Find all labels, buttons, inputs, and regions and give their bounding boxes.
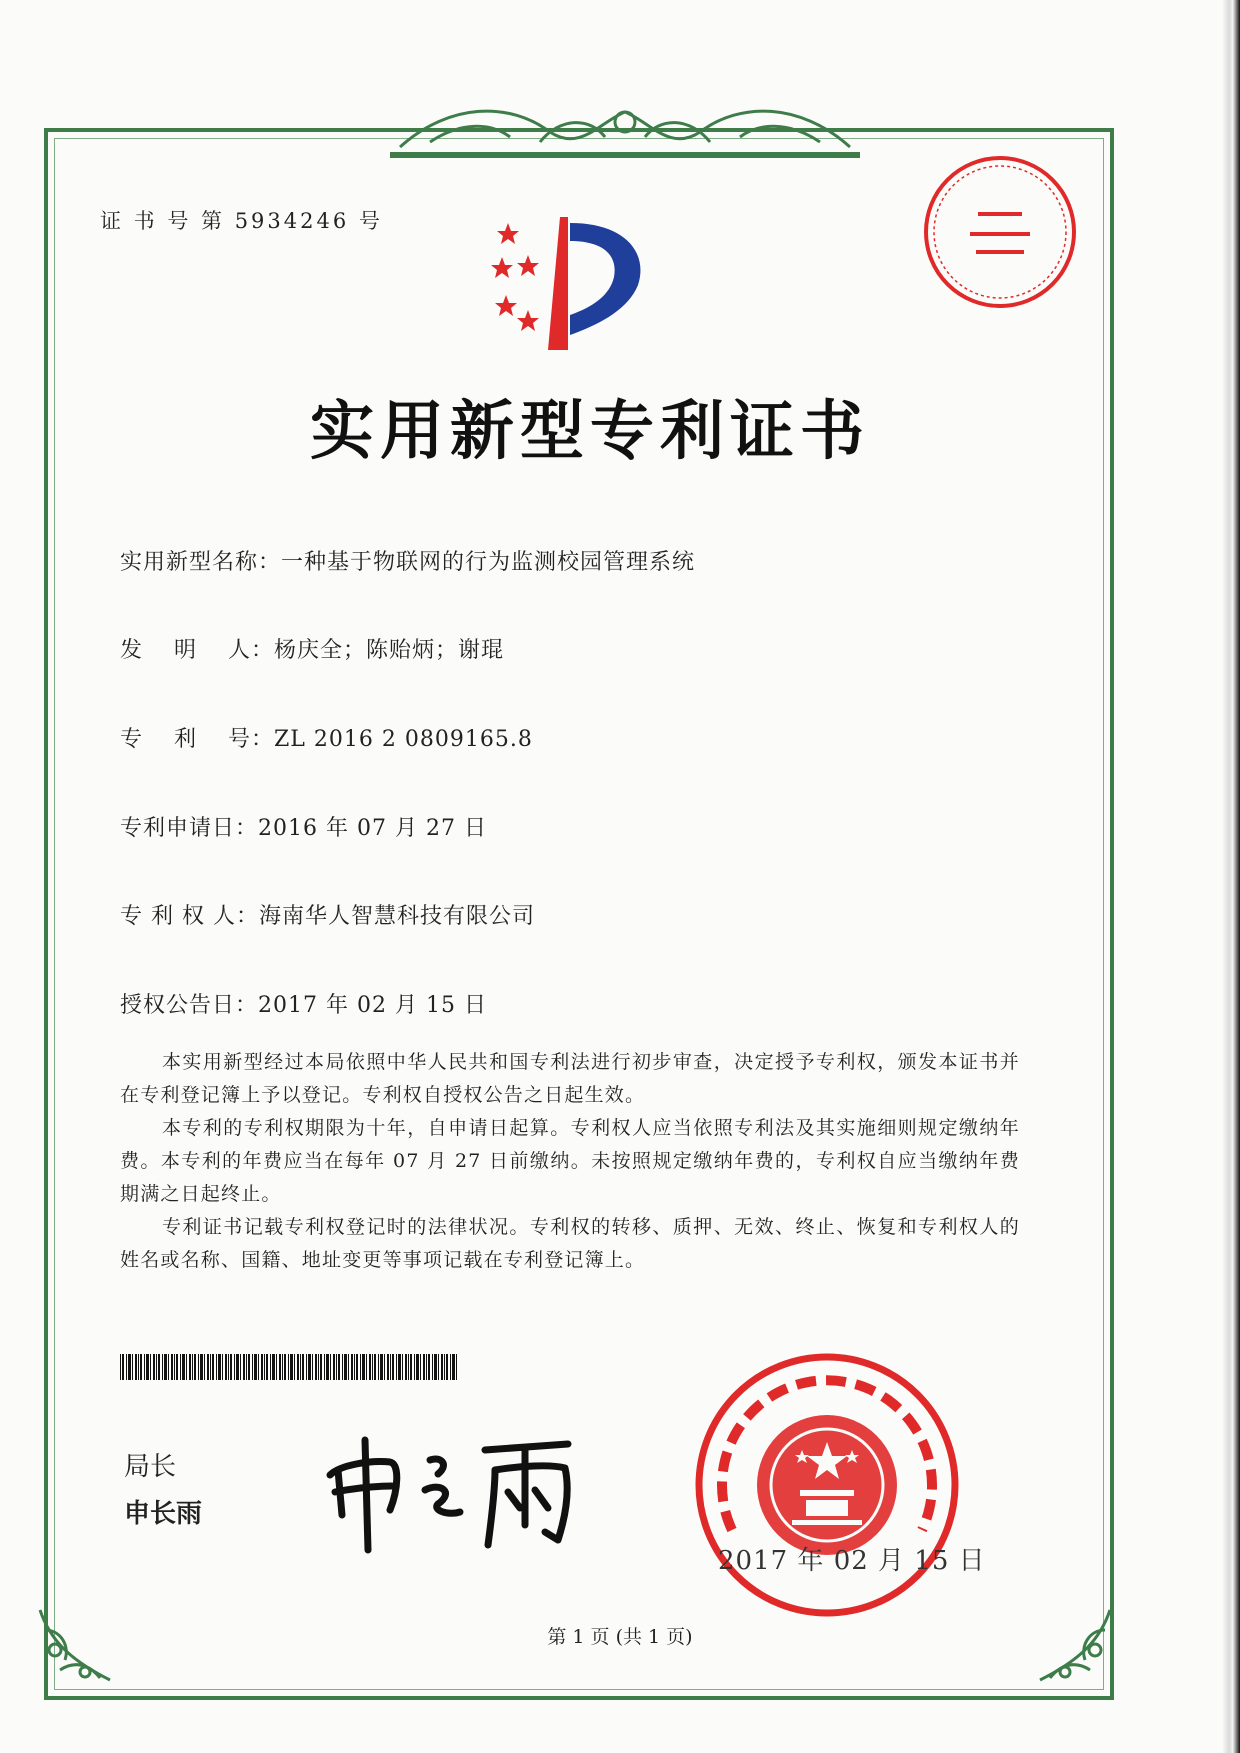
field-value: 杨庆全；陈贻炳；谢琨 xyxy=(274,638,505,663)
field-value: 2016 年 07 月 27 日 xyxy=(258,816,487,841)
barcode-bar xyxy=(164,1354,167,1380)
certificate-number: 证 书 号 第 5934246 号 xyxy=(100,209,383,233)
barcode-bar xyxy=(398,1354,401,1380)
barcode-bar xyxy=(146,1354,149,1380)
barcode-bar xyxy=(392,1354,394,1380)
barcode-bar xyxy=(272,1354,275,1380)
barcode-bar xyxy=(374,1354,376,1380)
barcode-bar xyxy=(405,1354,407,1380)
barcode-bar xyxy=(402,1354,403,1380)
seal-date: 2017 年 02 月 15 日 xyxy=(718,1546,986,1576)
field-label: 专 利 权 人： xyxy=(120,904,259,929)
barcode-bar xyxy=(248,1354,250,1380)
barcode-bar xyxy=(446,1354,448,1380)
field-label: 授权公告日： xyxy=(120,993,259,1018)
barcode-bar xyxy=(122,1354,124,1380)
barcode-bar xyxy=(354,1354,355,1380)
barcode-bar xyxy=(396,1354,397,1380)
field-label: 专利申请日： xyxy=(120,816,259,841)
certificate-body xyxy=(120,1046,1020,1277)
barcode-bar xyxy=(342,1354,343,1380)
barcode-bar xyxy=(254,1354,257,1380)
scan-edge xyxy=(1222,0,1240,1753)
barcode-bar xyxy=(380,1354,383,1380)
barcode-bar xyxy=(192,1354,193,1380)
barcode-bar xyxy=(158,1354,160,1380)
barcode-bar xyxy=(218,1354,221,1380)
barcode-bar xyxy=(198,1354,199,1380)
barcode-bar xyxy=(356,1354,358,1380)
barcode-bar xyxy=(288,1354,289,1380)
barcode-bar xyxy=(189,1354,191,1380)
barcode-bar xyxy=(234,1354,235,1380)
barcode-bar xyxy=(294,1354,295,1380)
barcode-bar xyxy=(387,1354,389,1380)
barcode-bar xyxy=(222,1354,223,1380)
barcode-bar xyxy=(312,1354,313,1380)
barcode-bar xyxy=(128,1354,131,1380)
field-label: 发 明 人： xyxy=(120,638,274,663)
barcode-bar xyxy=(306,1354,307,1380)
barcode-bar xyxy=(336,1354,337,1380)
page-number: 第 1 页 (共 1 页) xyxy=(547,1626,693,1648)
barcode-bar xyxy=(144,1354,145,1380)
barcode-bar xyxy=(266,1354,268,1380)
barcode-bar xyxy=(150,1354,151,1380)
barcode-bar xyxy=(282,1354,283,1380)
barcode-bar xyxy=(324,1354,325,1380)
barcode-bar xyxy=(290,1354,293,1380)
application-date-field xyxy=(120,811,487,842)
field-value: 一种基于物联网的行为监测校园管理系统 xyxy=(281,550,696,575)
barcode-bar xyxy=(246,1354,247,1380)
patentee-field xyxy=(120,899,535,930)
barcode-bar xyxy=(162,1354,163,1380)
barcode-bar xyxy=(176,1354,178,1380)
barcode-bar xyxy=(378,1354,379,1380)
barcode-bar xyxy=(171,1354,173,1380)
barcode-bar xyxy=(362,1354,365,1380)
inventors-field xyxy=(120,633,504,664)
barcode-bar xyxy=(441,1354,443,1380)
barcode-bar xyxy=(390,1354,391,1380)
barcode-bar xyxy=(180,1354,181,1380)
barcode-bar xyxy=(333,1354,335,1380)
barcode-bar xyxy=(360,1354,361,1380)
barcode-bar xyxy=(200,1354,203,1380)
barcode-bar xyxy=(194,1354,196,1380)
barcode-bar xyxy=(261,1354,263,1380)
patent-number-field xyxy=(120,722,533,753)
barcode-bar xyxy=(153,1354,155,1380)
barcode-bar xyxy=(228,1354,229,1380)
barcode-bar xyxy=(330,1354,331,1380)
barcode-bar xyxy=(432,1354,433,1380)
barcode-bar xyxy=(452,1354,455,1380)
barcode-bar xyxy=(410,1354,412,1380)
barcode-bar xyxy=(174,1354,175,1380)
barcode-bar xyxy=(434,1354,437,1380)
body-paragraph: 专利证书记载专利权登记时的法律状况。专利权的转移、质押、无效、终止、恢复和专利权人的姓名或名称、国籍、地址变更等事项记载在专利登记簿上。 xyxy=(120,1216,1020,1271)
barcode-bar xyxy=(318,1354,319,1380)
director-title: 局长 xyxy=(124,1452,177,1482)
barcode-bar xyxy=(315,1354,317,1380)
barcode-bar xyxy=(372,1354,373,1380)
barcode-bar xyxy=(264,1354,265,1380)
director-signature xyxy=(320,1420,590,1560)
barcode-bar xyxy=(320,1354,322,1380)
barcode-bar xyxy=(230,1354,232,1380)
barcode-bar xyxy=(270,1354,271,1380)
barcode-bar xyxy=(140,1354,142,1380)
body-paragraph: 本专利的专利权期限为十年，自申请日起算。专利权人应当依照专利法及其实施细则规定缴纳年费。本专利的年费应当在每年 07 月 27 日前缴纳。未按照规定缴纳年费的，专利权自应当缴纳年费期满之日起终止。 xyxy=(120,1117,1020,1205)
field-value: 海南华人智慧科技有限公司 xyxy=(258,904,535,929)
barcode-bar xyxy=(258,1354,259,1380)
body-paragraph: 本实用新型经过本局依照中华人民共和国专利法进行初步审查，决定授予专利权，颁发本证书并在专利登记簿上予以登记。专利权自授权公告之日起生效。 xyxy=(120,1051,1020,1106)
patent-office-emblem xyxy=(488,215,668,355)
barcode-bar xyxy=(302,1354,304,1380)
barcode-bar xyxy=(156,1354,157,1380)
barcode-bar xyxy=(444,1354,445,1380)
barcode-bar xyxy=(284,1354,286,1380)
barcode-bar xyxy=(366,1354,367,1380)
utility-model-name-field xyxy=(120,545,695,576)
barcode-bar xyxy=(408,1354,409,1380)
barcode-bar xyxy=(420,1354,421,1380)
barcode-bar xyxy=(240,1354,241,1380)
barcode-bar xyxy=(384,1354,385,1380)
barcode-bar xyxy=(338,1354,340,1380)
barcode-bar xyxy=(450,1354,451,1380)
certificate-title: 实用新型专利证书 xyxy=(310,395,870,469)
barcode-bar xyxy=(297,1354,299,1380)
barcode-bar xyxy=(351,1354,353,1380)
barcode-bar xyxy=(369,1354,371,1380)
barcode-bar xyxy=(182,1354,185,1380)
barcode-bar xyxy=(300,1354,301,1380)
barcode-bar xyxy=(348,1354,349,1380)
barcode-bar xyxy=(423,1354,425,1380)
barcode-bar xyxy=(344,1354,347,1380)
barcode-bar xyxy=(428,1354,430,1380)
barcode-bar xyxy=(138,1354,139,1380)
director-name: 申长雨 xyxy=(124,1499,203,1529)
field-value: 2017 年 02 月 15 日 xyxy=(258,993,487,1018)
grant-date-field xyxy=(120,988,487,1019)
barcode-bar xyxy=(225,1354,227,1380)
barcode-bar xyxy=(135,1354,137,1380)
barcode-bar xyxy=(132,1354,133,1380)
barcode-bar xyxy=(414,1354,415,1380)
barcode-bar xyxy=(204,1354,205,1380)
barcode-bar xyxy=(126,1354,127,1380)
barcode-bar xyxy=(236,1354,239,1380)
field-label: 专 利 号： xyxy=(120,727,274,752)
barcode-bar xyxy=(416,1354,419,1380)
barcode-bar xyxy=(326,1354,329,1380)
barcode-bar xyxy=(308,1354,311,1380)
barcode-bar xyxy=(243,1354,245,1380)
barcode-bar xyxy=(212,1354,214,1380)
barcode-bar xyxy=(168,1354,169,1380)
field-value: ZL 2016 2 0809165.8 xyxy=(274,727,533,752)
field-label: 实用新型名称： xyxy=(120,550,282,575)
barcode-bar xyxy=(276,1354,277,1380)
barcode-bar xyxy=(438,1354,439,1380)
barcode xyxy=(120,1354,460,1380)
barcode-bar xyxy=(186,1354,187,1380)
barcode-bar xyxy=(426,1354,427,1380)
barcode-bar xyxy=(216,1354,217,1380)
barcode-bar xyxy=(207,1354,209,1380)
stamp-tax-seal xyxy=(920,152,1080,312)
top-ornament xyxy=(390,92,860,162)
patent-office-official-seal xyxy=(692,1350,962,1620)
barcode-bar xyxy=(210,1354,211,1380)
barcode-bar xyxy=(456,1354,457,1380)
barcode-bar xyxy=(279,1354,281,1380)
barcode-bar xyxy=(252,1354,253,1380)
barcode-bar xyxy=(120,1354,121,1380)
